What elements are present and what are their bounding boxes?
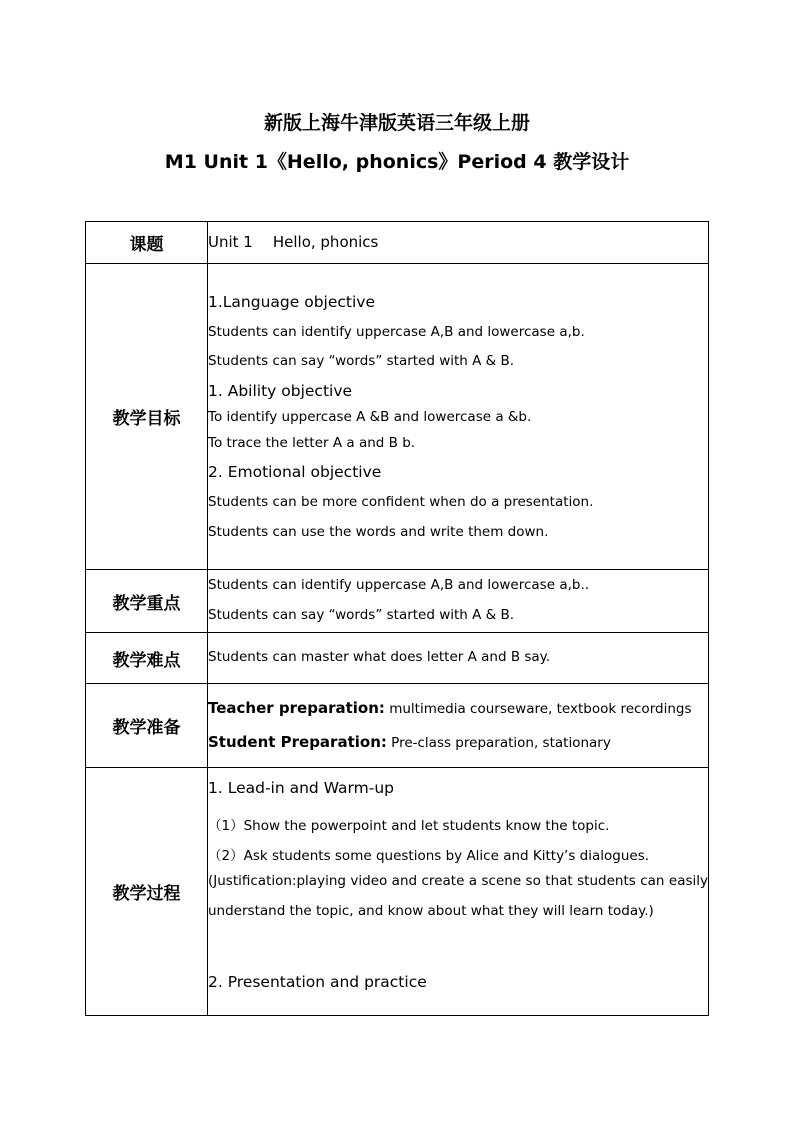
topic-unit: Unit 1 [208,232,253,251]
label-key-points: 教学重点 [86,570,208,633]
emotional-objective-line-2: Students can use the words and write them down. [208,523,549,540]
cell-process [208,768,709,1016]
row-key-points [86,570,709,633]
language-objective-line-2: Students can say “words” started with A & B. [208,353,515,370]
cell-key-points [208,570,709,633]
ability-objective-heading: 1. Ability objective [208,381,353,400]
cell-difficulties [208,633,709,684]
cell-topic [208,222,709,264]
label-preparation: 教学准备 [86,684,208,768]
justification-line-2: understand the topic, and know about what they will learn today.) [208,902,654,919]
difficulty-line-1: Students can master what does letter A and B say. [208,649,551,666]
teacher-preparation-value: multimedia courseware, textbook recordings [389,700,692,717]
label-difficulties: 教学难点 [86,633,208,684]
label-process: 教学过程 [86,768,208,1016]
language-objective-line-1: Students can identify uppercase A,B and lowercase a,b. [208,323,585,340]
lesson-plan-table [85,221,709,1016]
student-preparation-value: Pre-class preparation, stationary [391,734,611,751]
label-topic: 课题 [86,222,208,264]
ability-objective-line-2: To trace the letter A a and B b. [208,434,416,451]
key-point-line-2: Students can say “words” started with A & B. [208,607,515,623]
document-title: 新版上海牛津版英语三年级上册 [263,112,530,134]
label-objectives: 教学目标 [86,264,208,570]
emotional-objective-heading: 2. Emotional objective [208,463,382,482]
ability-objective-line-1: To identify uppercase A &B and lowercase a &b. [208,409,532,426]
leadin-heading: 1. Lead-in and Warm-up [208,779,394,797]
language-objective-heading: 1.Language objective [208,292,375,311]
document-subtitle: M1 Unit 1《Hello, phonics》Period 4 教学设计 [164,151,630,173]
key-point-line-1: Students can identify uppercase A,B and lowercase a,b.. [208,577,590,594]
student-preparation-label: Student Preparation: [208,732,387,751]
cell-objectives [208,264,709,570]
topic-name: Hello, phonics [272,232,379,251]
row-objectives [86,264,709,570]
cell-preparation [208,684,709,768]
presentation-heading: 2. Presentation and practice [208,973,427,992]
emotional-objective-line-1: Students can be more confident when do a presentation. [208,494,594,511]
row-preparation [86,684,709,768]
row-difficulties [86,633,709,684]
teacher-preparation-label: Teacher preparation: [208,698,385,717]
process-step-2: （2）Ask students some questions by Alice and Kitty’s dialogues. [208,847,650,864]
justification-line-1: (Justification:playing video and create a scene so that students can easily [208,873,708,890]
process-step-1: （1）Show the powerpoint and let students know the topic. [208,818,610,835]
row-process [86,768,709,1016]
row-topic [86,222,709,264]
